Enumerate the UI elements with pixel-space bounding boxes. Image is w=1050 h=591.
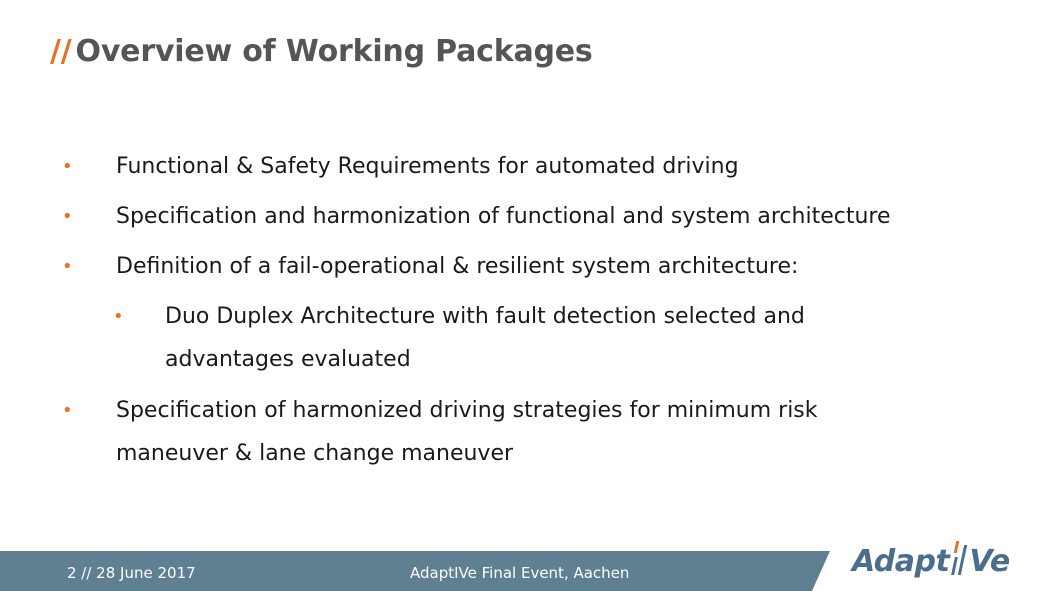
title-text: Overview of Working Packages (75, 34, 593, 69)
bullet-item (62, 389, 818, 475)
title-slashes: // (50, 34, 72, 69)
bullet-text-line-1: Duo Duplex Architecture with fault detection selected and (165, 304, 805, 329)
bullet-dot: • (62, 206, 73, 227)
logo-text-start: Adapt (852, 544, 950, 579)
bullet-item (62, 195, 891, 238)
bullet-dot: • (62, 156, 73, 177)
bullet-dot: • (62, 256, 73, 277)
bullet-text-line-2: advantages evaluated (165, 347, 411, 372)
logo-mark-icon (950, 545, 968, 575)
bullet-text: Specification and harmonization of functional and system architecture (116, 204, 891, 229)
bullet-text-line-1: Specification of harmonized driving strategies for minimum risk (116, 398, 818, 423)
bullet-text: Definition of a fail-operational & resilient system architecture: (116, 254, 799, 279)
footer-event: AdaptIVe Final Event, Aachen (410, 564, 630, 582)
bullet-text-line-2: maneuver & lane change maneuver (116, 441, 514, 466)
bullet-text: Functional & Safety Requirements for automated driving (116, 154, 739, 179)
slide-title (50, 34, 593, 69)
sub-bullet-item (113, 295, 805, 381)
bullet-dot: • (113, 306, 124, 327)
adaptive-logo (852, 540, 1010, 584)
bullet-item (62, 245, 799, 288)
bullet-dot: • (62, 400, 73, 421)
bullet-item (62, 145, 739, 188)
footer-page-date: 2 // 28 June 2017 (67, 564, 196, 582)
logo-text-end: Ve (969, 544, 1010, 579)
